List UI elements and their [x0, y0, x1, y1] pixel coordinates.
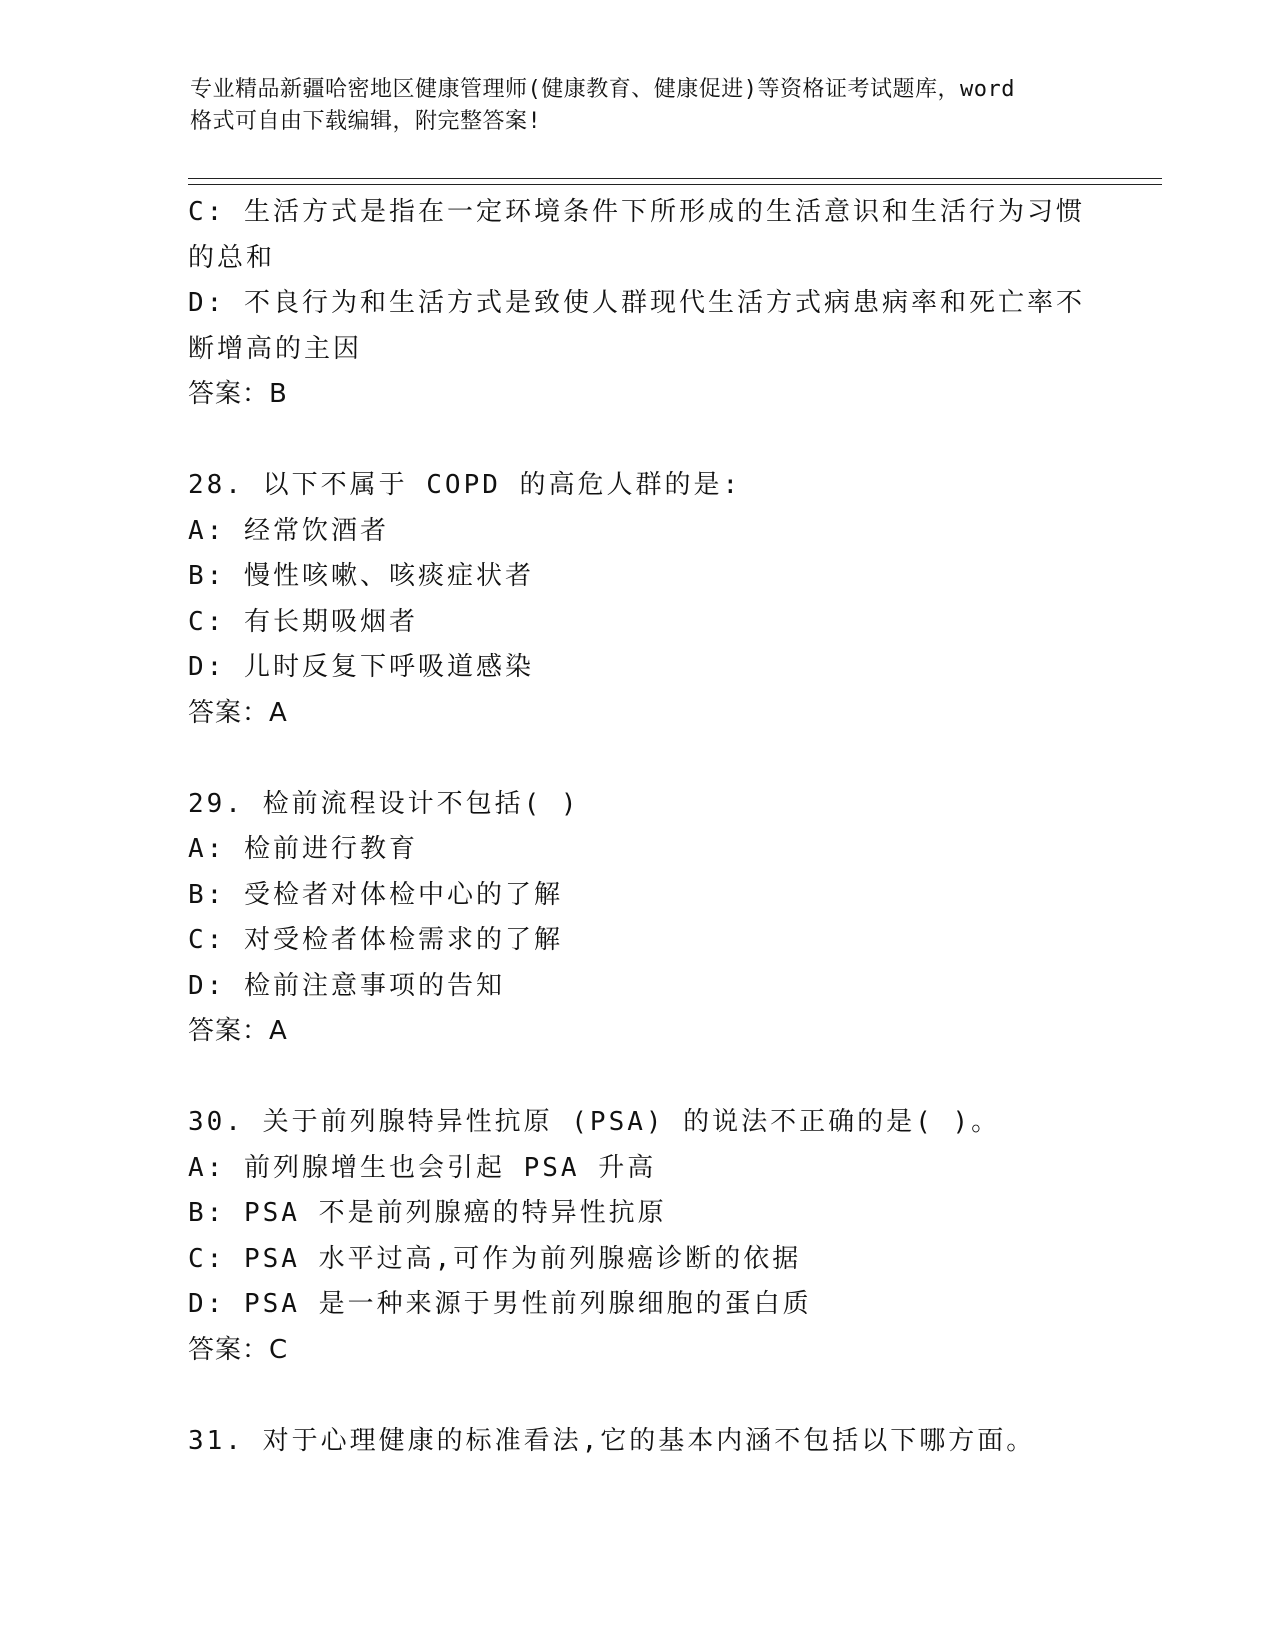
option-a: A: 检前进行教育 [188, 834, 418, 864]
spacer [188, 736, 1088, 782]
spacer [188, 1055, 1088, 1101]
answer-line: 答案：C [188, 1334, 289, 1365]
spacer [188, 418, 1088, 464]
option-d: D: PSA 是一种来源于男性前列腺细胞的蛋白质 [188, 1289, 812, 1319]
option-b: B: 受检者对体检中心的了解 [188, 879, 563, 910]
question-stem: 30. 关于前列腺特异性抗原 (PSA) 的说法不正确的是( )。 [188, 1107, 1001, 1137]
option-c-line-2: 的总和 [188, 242, 276, 273]
question-stem: 28. 以下不属于 COPD 的高危人群的是: [188, 470, 742, 500]
option-c: C: PSA 水平过高,可作为前列腺癌诊断的依据 [188, 1243, 802, 1274]
spacer [188, 1373, 1088, 1419]
question-list [188, 190, 1088, 1464]
document-header [190, 74, 1090, 138]
question-stem: 29. 检前流程设计不包括( ) [188, 788, 580, 819]
option-c: C: 对受检者体检需求的了解 [188, 925, 563, 955]
answer-line: 答案：B [188, 379, 288, 409]
answer-line: 答案：A [188, 1016, 288, 1046]
option-a: A: 经常饮酒者 [188, 515, 389, 546]
option-d-line-1: D: 不良行为和生活方式是致使人群现代生活方式病患病率和死亡率不 [188, 288, 1085, 318]
option-c: C: 有长期吸烟者 [188, 606, 418, 637]
question-block-27 [188, 190, 1088, 418]
option-d: D: 儿时反复下呼吸道感染 [188, 652, 534, 682]
question-block-30 [188, 1100, 1088, 1373]
option-b: B: 慢性咳嗽、咳痰症状者 [188, 561, 534, 591]
question-block-28 [188, 463, 1088, 736]
question-stem: 31. 对于心理健康的标准看法,它的基本内涵不包括以下哪方面。 [188, 1425, 1036, 1456]
option-d-line-2: 断增高的主因 [188, 333, 363, 364]
header-line-2: 格式可自由下载编辑，附完整答案! [190, 109, 542, 134]
header-divider-bottom [188, 184, 1162, 185]
question-block-31 [188, 1419, 1088, 1465]
answer-line: 答案：A [188, 697, 288, 728]
option-b: B: PSA 不是前列腺癌的特异性抗原 [188, 1198, 667, 1228]
option-a: A: 前列腺增生也会引起 PSA 升高 [188, 1152, 657, 1183]
option-d: D: 检前注意事项的告知 [188, 970, 505, 1001]
option-c-line-1: C: 生活方式是指在一定环境条件下所形成的生活意识和生活行为习惯 [188, 197, 1085, 227]
header-line-1: 专业精品新疆哈密地区健康管理师(健康教育、健康促进)等资格证考试题库，word [190, 77, 1015, 102]
header-divider-top [188, 178, 1162, 179]
question-block-29 [188, 782, 1088, 1055]
